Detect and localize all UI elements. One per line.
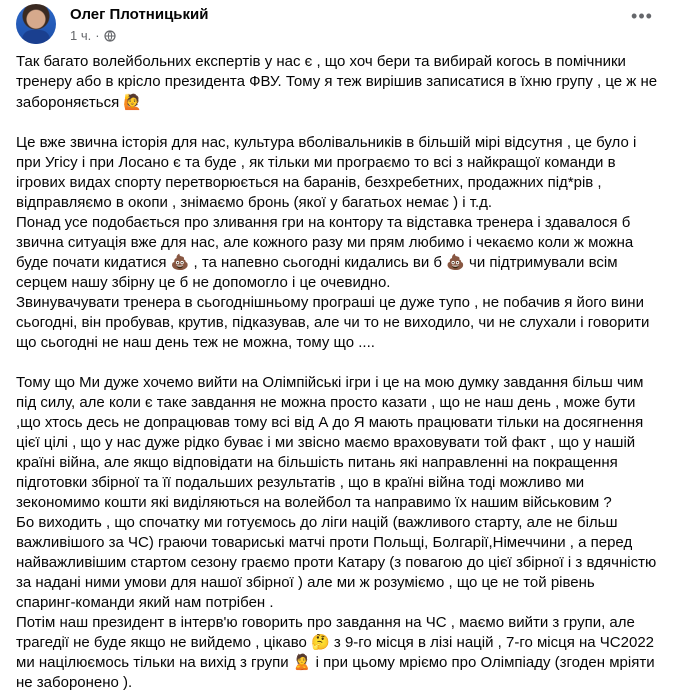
paragraph-3: Понад усе подобається про зливання гри на контору та відставка тренера і здавалося б звична ситуація вже для нас, але кожного разу ми прям любимо і чекаємо коли ж можна буде почати кидатися 💩 , та напевно сьогодні кидались ви б 💩 чи підтримували всім серцем нашу збірну це б не допомогло і це очевидно. <box>16 214 634 291</box>
avatar[interactable] <box>16 4 56 44</box>
post-meta <box>70 28 116 43</box>
paragraph-5: Тому що Ми дуже хочемо вийти на Олімпійські ігри і це на мою думку завдання більш чим під силу, але коли є таке завдання не можна просто казати , що не наш день , може бути ,що хтось десь не допрацював тому всі від А до Я мають працювати тільки на досягнення цієї цілі , що у нас дуже рідко буває і ми звісно маємо враховувати той факт , що у нашій країні війна, але якщо відповідати на більшість питань які направленні на покращення підготовки збірної та її подальших результатів , що в країні війна тоді можливо ми зекономимо кошти які виділяються на волейбол та направимо їх нашим військовим ? <box>16 374 644 511</box>
more-icon: ••• <box>631 6 653 26</box>
paragraph-1: Так багато волейбольних експертів у нас є , що хоч бери та вибирай когось в помічники тренеру або в крісло президента ФВУ. Тому я теж вирішив записатися в їхню групу , це ж не забороняється 🙋 <box>16 53 658 111</box>
post-body <box>16 52 658 693</box>
paragraph-7: Потім наш президент в інтерв'ю говорить про завдання на ЧС , маємо вийти з групи, але трагедії не буде якщо не вийдемо , цікаво 🤔 з 9-го місця в лізі націй , 7-го місця на ЧС2022 ми націлюємось тільки на вихід з групи 🙎 і при цьому мріємо про Олімпіаду (згоден мріяти не заборонено ). <box>16 614 655 691</box>
more-options-button[interactable] <box>628 6 656 30</box>
post-header <box>16 4 656 44</box>
author-name[interactable]: Олег Плотницький <box>70 6 209 23</box>
meta-separator: · <box>95 28 100 43</box>
post-time[interactable]: 1 ч. <box>70 28 92 43</box>
paragraph-4: Звинувачувати тренера в сьогоднішньому програші це дуже тупо , не побачив я його вини сьогодні, він пробував, крутив, підказував, але чи то не виходило, чи не слухали і говорити що сьогодні не наш день теж не можна, тому що .... <box>16 294 650 351</box>
paragraph-2: Це вже звична історія для нас, культура вболівальників в більшій мірі відсутня , це було і при Угісу і при Лосано є та буде , як тільки ми програємо то всі з найкращої команди в ігрових видах спорту перетворюється на баранів, безхребетних, продажних під*рів , відправляємо в окопи , знімаємо бронь (якої у багатьох немає ) і т.д. <box>16 134 637 211</box>
paragraph-6: Бо виходить , що спочатку ми готуємось до ліги націй (важливого старту, але не більш важливішого за ЧС) граючи товариські матчі проти Польщі, Болгарії,Німеччини , а перед найважливішим стартом сезону граємо проти Катару (з повагою до цієї збірної і з вдячністю за надані ними умови для нашої збірної ) але ми ж розуміємо , що це не той рівень спаринг-команди який нам потрібен . <box>16 514 657 611</box>
globe-icon[interactable] <box>104 30 116 42</box>
raising-hand-emoji: 🙋 <box>123 93 143 111</box>
